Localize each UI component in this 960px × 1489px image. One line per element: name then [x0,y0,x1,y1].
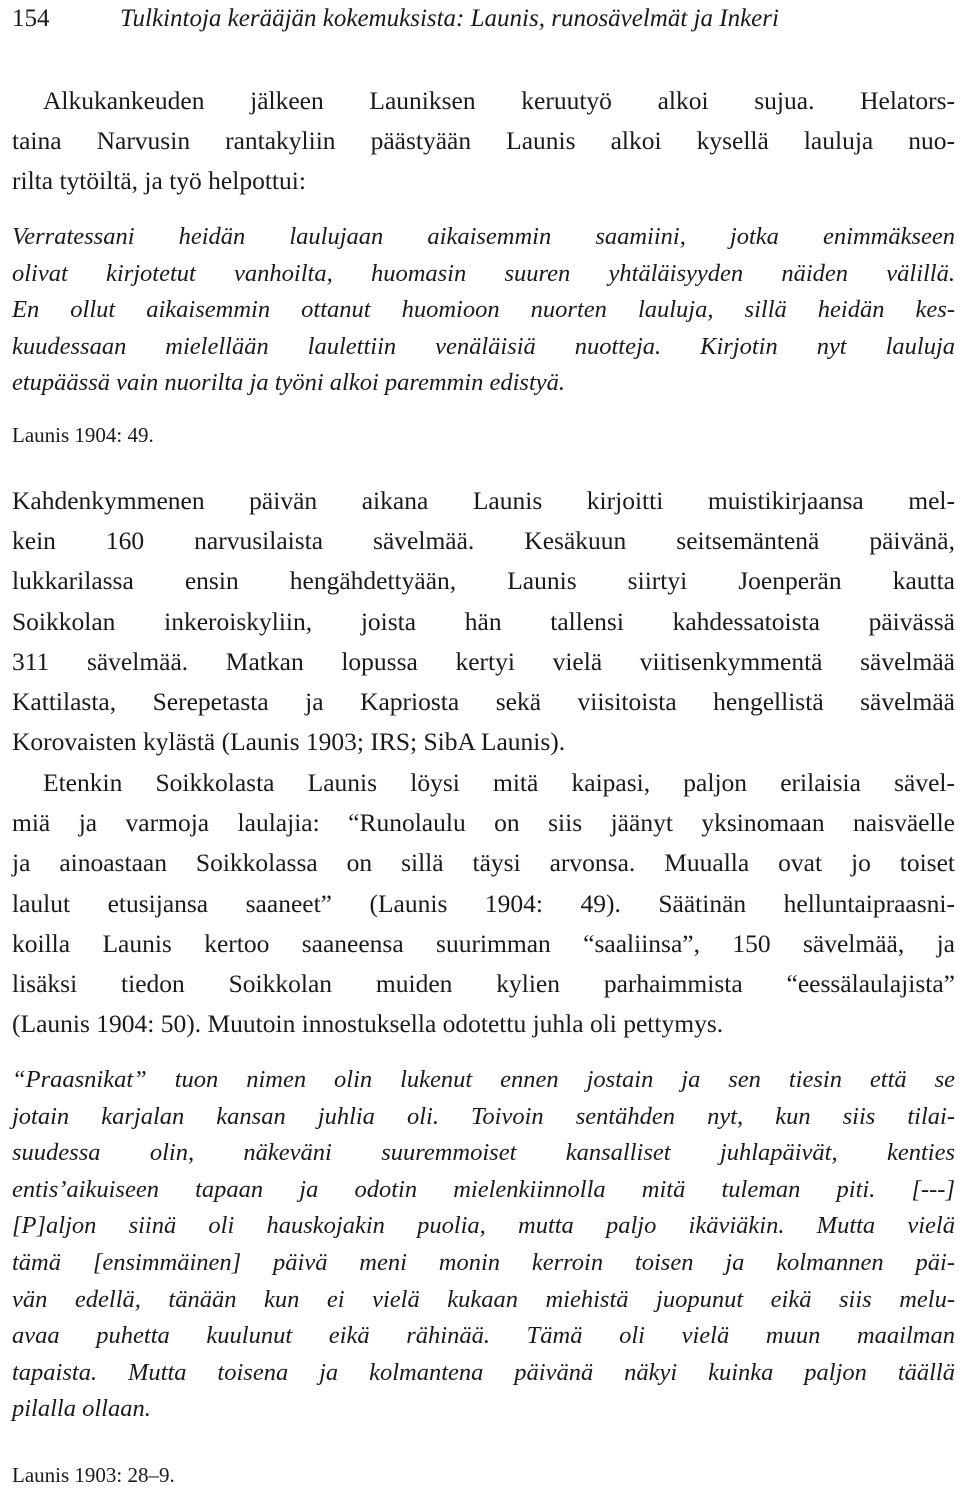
text-line: Soikkolan inkeroiskyliin, joista hän tallensi kahdessatoista päivässä [12,606,955,636]
text-line: Korovaisten kylästä (Launis 1903; IRS; SibA Launis). [12,727,566,757]
text-line: Kattilasta, Serepetasta ja Kapriosta sekä viisitoista hengellistä sävelmää [12,686,955,716]
running-header [12,2,955,36]
quote-citation-1: Launis 1904: 49. [12,423,154,447]
text-line: laulut etusijansa saaneet” (Launis 1904: 49). Säätinän helluntaipraasni- [12,888,955,918]
quote-line: pilalla ollaan. [12,1395,151,1423]
text-line: 311 sävelmää. Matkan lopussa kertyi vielä viitisenkymmentä sävelmää [12,646,955,676]
quote-line: [P]aljon siinä oli hauskojakin puolia, mutta paljo ikäviäkin. Mutta vielä [12,1212,955,1240]
quote-line: jotain karjalan kansan juhlia oli. Toivoin sentähden nyt, kun siis tilai- [12,1102,955,1130]
text-line: Alkukankeuden jälkeen Launiksen keruutyö alkoi sujua. Helators- [43,86,955,115]
text-line: ja ainoastaan Soikkolassa on sillä täysi arvonsa. Muualla ovat jo toiset [12,848,955,878]
text-line: Kahdenkymmenen päivän aikana Launis kirjoitti muistikirjaansa mel- [12,486,955,515]
text-line: lisäksi tiedon Soikkolan muiden kylien parhaimmista “eessälaulajista” [12,968,955,998]
text-line: rilta tytöiltä, ja työ helpottui: [12,166,306,196]
text-line: miä ja varmoja laulajia: “Runolaulu on siis jäänyt yksinomaan naisväelle [12,808,955,838]
text-line: Etenkin Soikkolasta Launis löysi mitä kaipasi, paljon erilaisia sävel- [43,768,955,797]
block-quote-1 [12,219,955,402]
quote-line: En ollut aikaisemmin ottanut huomioon nuorten lauluja, sillä heidän kes- [12,296,955,324]
text-line: koilla Launis kertoo saaneensa suurimman “saaliinsa”, 150 sävelmää, ja [12,928,955,958]
quote-line: kuudessaan mielellään laulettiin venäläisiä nuotteja. Kirjotin nyt lauluja [12,332,955,360]
page-number: 154 [12,5,50,32]
text-line: (Launis 1904: 50). Muutoin innostuksella odotettu juhla oli pettymys. [12,1009,724,1039]
paragraph-soikkola [12,763,955,1044]
text-line: kein 160 narvusilaista sävelmää. Kesäkuun seitsemäntenä päivänä, [12,526,955,556]
block-quote-2 [12,1062,955,1428]
quote-citation-2: Launis 1903: 28–9. [12,1463,175,1487]
quote-line: tapaista. Mutta toisena ja kolmantena päivänä näkyi kuinka paljon täällä [12,1358,955,1386]
quote-line: vän edellä, tänään kun ei vielä kukaan miehistä juopunut eikä siis melu- [12,1285,955,1313]
quote-line: “Praasnikat” tuon nimen olin lukenut ennen jostain ja sen tiesin että se [12,1066,955,1093]
quote-line: entis’aikuiseen tapaan ja odotin mielenkiinnolla mitä tuleman piti. [---] [12,1175,955,1203]
paragraph-intro [12,81,955,202]
quote-line: suudessa olin, näkeväni suuremmoiset kansalliset juhlapäivät, kenties [12,1139,955,1167]
quote-line: Verratessani heidän laulujaan aikaisemmin saamiini, jotka enimmäkseen [12,223,955,250]
quote-line: avaa puhetta kuulunut eikä rähinää. Tämä oli vielä muun maailman [12,1322,955,1350]
paragraph-collection [12,481,955,762]
quote-line: etupäässä vain nuorilta ja työni alkoi paremmin edistyä. [12,369,566,397]
text-line: taina Narvusin rantakyliin päästyään Launis alkoi kysellä lauluja nuo- [12,126,955,156]
text-line: lukkarilassa ensin hengähdettyään, Launis siirtyi Joenperän kautta [12,566,955,596]
running-title: Tulkintoja kerääjän kokemuksista: Launis, runosävelmät ja Inkeri [120,5,779,32]
quote-line: olivat kirjotetut vanhoilta, huomasin suuren yhtäläisyyden näiden välillä. [12,259,955,287]
quote-line: tämä [ensimmäinen] päivä meni monin kerroin toisen ja kolmannen päi- [12,1248,955,1276]
